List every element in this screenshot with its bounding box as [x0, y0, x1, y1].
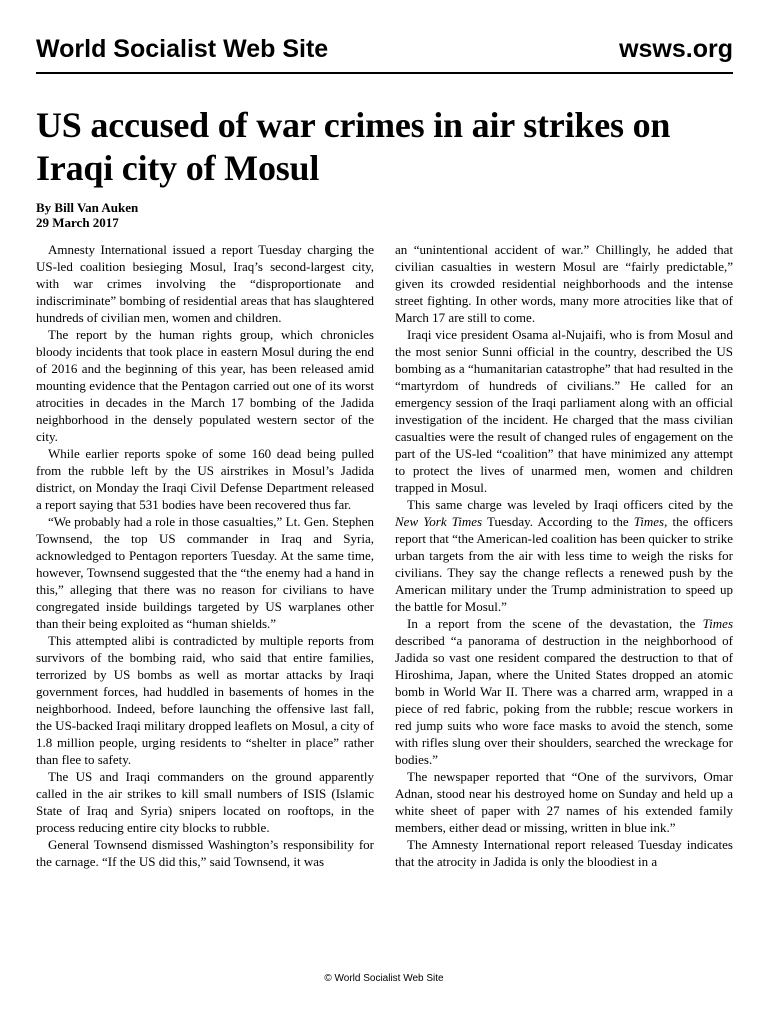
- paragraph: This attempted alibi is contradicted by multiple reports from survivors of the bombing raid, who said that entire families, terrorized by US bombs as well as mortar attacks by Iraqi government forces, had huddled in basements of homes in the neighborhood. Indeed, before launching the offensive last fall, the US-backed Iraqi military dropped leaflets on Mosul, a city of 1.8 million people, urging residents to “shelter in place” rather than flee to safety.: [36, 633, 374, 767]
- publication-name: New York Times: [395, 514, 483, 529]
- publish-date: 29 March 2017: [36, 215, 119, 230]
- publication-name: Times: [633, 514, 665, 529]
- author: By Bill Van Auken: [36, 200, 139, 215]
- paragraph: [395, 496, 733, 615]
- site-header: [36, 34, 733, 64]
- paragraph: “We probably had a role in those casualties,” Lt. Gen. Stephen Townsend, the top US commander in Iraq and Syria, acknowledged to Pentagon reporters Tuesday. At the same time, however, Townsend suggested that the “the enemy had a hand in this,” alleging that there was no reason for civilians to have congregated inside buildings targeted by US warplanes other than their being exploited as “human shields.”: [36, 514, 374, 631]
- byline: [36, 200, 138, 230]
- paragraph: Amnesty International issued a report Tuesday charging the US-led coalition besieging Mosul, Iraq’s second-largest city, with war crimes involving the “disproportionate and indiscriminate” bombing of residential areas that has slaughtered hundreds of civilian men, women and children.: [36, 242, 374, 325]
- paragraph: Iraqi vice president Osama al-Nujaifi, who is from Mosul and the most senior Sunni official in the country, described the US bombing as a “humanitarian catastrophe” that had resulted in the “martyrdom of hundreds of civilians.” He called for an emergency session of the Iraqi parliament along with an official investigation of the incident. He charged that the mass civilian casualties were the result of changed rules of engagement on the part of the US-led “coalition” that have minimized any attempt to protect the lives of unarmed men, women and children trapped in Mosul.: [395, 327, 733, 495]
- paragraph: The report by the human rights group, which chronicles bloody incidents that took place in eastern Mosul during the end of 2016 and the beginning of this year, has been released amid mounting evidence that the Pentagon carried out one of its worst atrocities in decades in the March 17 bombing of the Jadida neighborhood in the densely populated western sector of the city.: [36, 327, 374, 444]
- text-run: In a report from the scene of the devastation, the: [407, 616, 703, 631]
- site-name[interactable]: World Socialist Web Site: [36, 35, 329, 63]
- paragraph: General Townsend dismissed Washington’s responsibility for the carnage. “If the US did this,” said Townsend, it was: [36, 837, 374, 869]
- text-run: described “a panorama of destruction in the neighborhood of Jadida so vast one resident compared the destruction to that of Hiroshima, Japan, where the United States dropped an atomic bomb in World War II. There was a charred arm, wrapped in a piece of red fabric, poking from the rubble; rescue workers in red jump suits who wore face masks to avoid the stench, some with rifles slung over their shoulders, searched the wreckage for bodies.”: [395, 633, 733, 767]
- header-divider: [36, 72, 733, 74]
- paragraph: The Amnesty International report released Tuesday indicates that the atrocity in Jadida is only the bloodiest in a: [395, 837, 733, 869]
- footer-copyright: © World Socialist Web Site: [324, 973, 444, 984]
- text-run: Tuesday. According to the: [482, 514, 634, 529]
- paragraph: The US and Iraqi commanders on the ground apparently called in the air strikes to kill small numbers of ISIS (Islamic State of Iraq and Syria) snipers located on rooftops, in the process reducing entire city blocks to rubble.: [36, 769, 374, 835]
- text-run: This same charge was leveled by Iraqi officers cited by the: [407, 497, 733, 512]
- site-url[interactable]: wsws.org: [619, 35, 733, 63]
- paragraph: [395, 615, 733, 768]
- article-column-right: [395, 241, 733, 870]
- paragraph-continued: an “unintentional accident of war.” Chillingly, he added that civilian casualties in western Mosul are “fairly predictable,” given its crowded residential neighborhoods and the intense street fighting. In other words, many more atrocities like that of March 17 are still to come.: [395, 242, 733, 325]
- text-run: , the officers report that “the American-led coalition has been quicker to strike urban targets from the air with less time to weigh the risks for civilians. They say the change reflects a renewed push by the American military under the Trump administration to speed up the battle for Mosul.”: [395, 514, 733, 614]
- publication-name: Times: [702, 616, 733, 631]
- paragraph: The newspaper reported that “One of the survivors, Omar Adnan, stood near his destroyed home on Sunday and held up a white sheet of paper with 27 names of his extended family members, either dead or missing, written in blue ink.”: [395, 769, 733, 835]
- paragraph: While earlier reports spoke of some 160 dead being pulled from the rubble left by the US airstrikes in Mosul’s Jadida district, on Monday the Iraqi Civil Defense Department released a report saying that 531 bodies have been recovered thus far.: [36, 446, 374, 512]
- article-headline: US accused of war crimes in air strikes on Iraqi city of Mosul: [36, 105, 671, 188]
- article-column-left: [36, 241, 374, 870]
